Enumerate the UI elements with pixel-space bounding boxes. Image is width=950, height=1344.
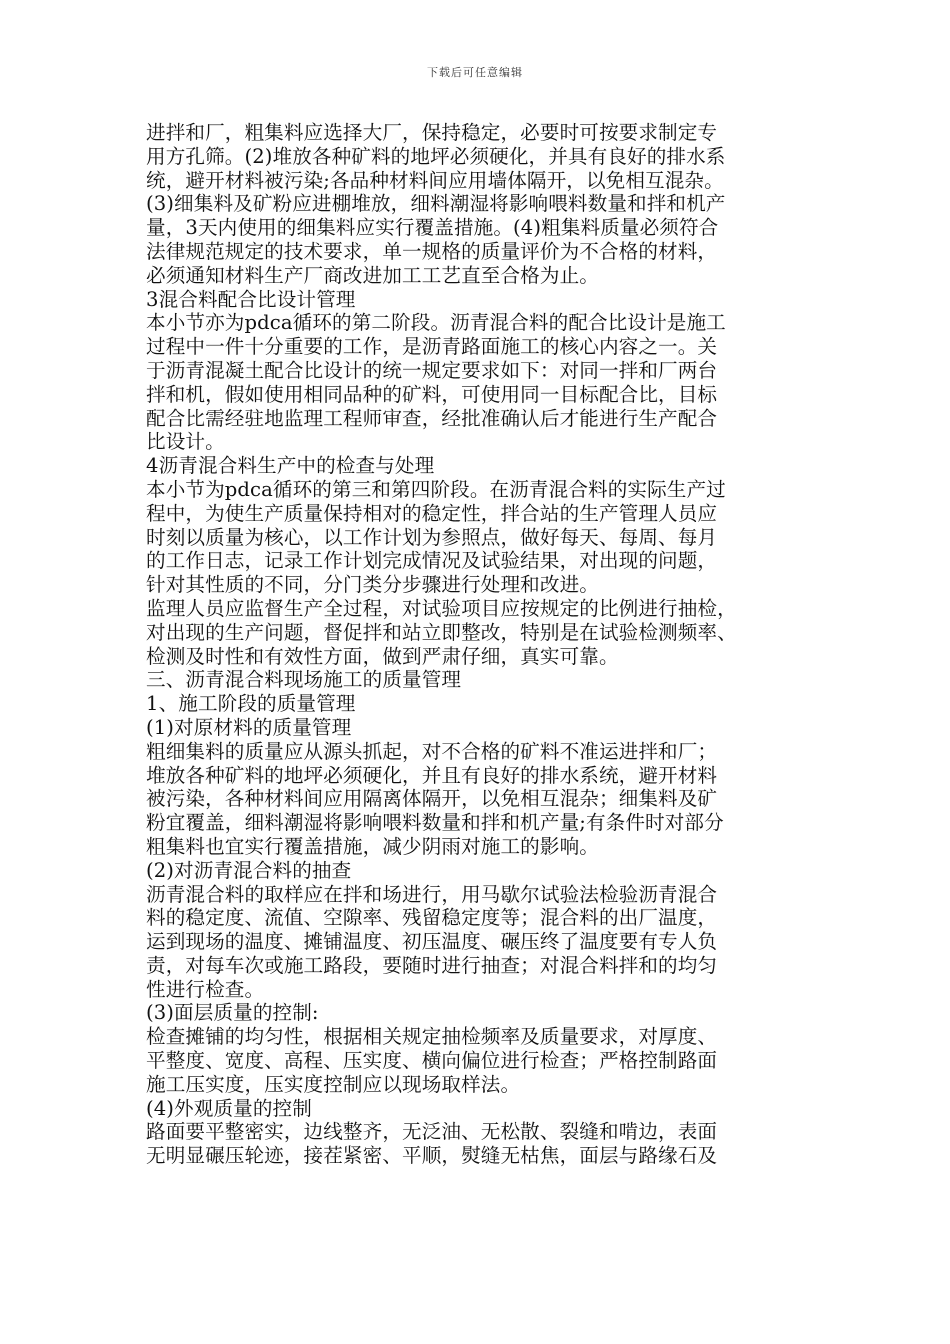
- text-line: 粗细集料的质量应从源头抓起，对不合格的矿料不准运进拌和厂；: [146, 739, 718, 763]
- text-line: 4沥青混合料生产中的检查与处理: [146, 454, 435, 478]
- text-line: 时刻以质量为核心，以工作计划为参照点，做好每天、每周、每月: [146, 525, 718, 549]
- text-line: 性进行检查。: [146, 977, 265, 1001]
- text-line: 必须通知材料生产厂商改进加工工艺直至合格为止。: [146, 263, 599, 287]
- text-line: 施工压实度，压实度控制应以现场取样法。: [146, 1072, 521, 1096]
- text-line: 被污染，各种材料间应用隔离体隔开，以免相互混杂；细集料及矿: [146, 787, 718, 811]
- document-body: [146, 121, 810, 1168]
- page-header: 下载后可任意编辑: [427, 66, 523, 79]
- text-line: 运到现场的温度、摊铺温度、初压温度、碾压终了温度要有专人负: [146, 930, 718, 954]
- text-line: 1、施工阶段的质量管理: [146, 692, 356, 716]
- text-line: 针对其性质的不同，分门类分步骤进行处理和改进。: [146, 573, 599, 597]
- text-line: 粗集料也宜实行覆盖措施，减少阴雨对施工的影响。: [146, 834, 599, 858]
- text-line: 平整度、宽度、高程、压实度、横向偏位进行检查；严格控制路面: [146, 1049, 718, 1073]
- text-line: 量，3天内使用的细集料应实行覆盖措施。(4)粗集料质量必须符合: [146, 216, 719, 240]
- text-line: 配合比需经驻地监理工程师审查，经批准确认后才能进行生产配合: [146, 406, 718, 430]
- text-line: (2)对沥青混合料的抽查: [146, 858, 352, 882]
- text-line: 责，对每车次或施工路段，要随时进行抽查；对混合料拌和的均匀: [146, 953, 718, 977]
- text-line: 程中，为使生产质量保持相对的稳定性，拌合站的生产管理人员应: [146, 501, 718, 525]
- text-line: 堆放各种矿料的地坪必须硬化，并且有良好的排水系统，避开材料: [146, 763, 718, 787]
- text-line: 比设计。: [146, 430, 225, 454]
- text-line: 本小节亦为pdca循环的第二阶段。沥青混合料的配合比设计是施工: [146, 311, 726, 335]
- text-line: (3)面层质量的控制:: [146, 1001, 319, 1025]
- text-line: 三、沥青混合料现场施工的质量管理: [146, 668, 462, 692]
- text-line: 检测及时性和有效性方面，做到严肃仔细，真实可靠。: [146, 644, 619, 668]
- text-line: 对出现的生产问题，督促拌和站立即整改，特别是在试验检测频率、: [146, 620, 737, 644]
- text-line: 用方孔筛。(2)堆放各种矿料的地坪必须硬化，并具有良好的排水系: [146, 144, 726, 168]
- text-line: 法律规范规定的技术要求，单一规格的质量评价为不合格的材料，: [146, 239, 718, 263]
- text-line: 进拌和厂，粗集料应选择大厂，保持稳定，必要时可按要求制定专: [146, 121, 718, 144]
- text-line: 统，避开材料被污染;各品种材料间应用墙体隔开，以免相互混杂。: [146, 168, 724, 192]
- text-line: 于沥青混凝土配合比设计的统一规定要求如下：对同一拌和厂两台: [146, 358, 718, 382]
- text-line: 检查摊铺的均匀性，根据相关规定抽检频率及质量要求，对厚度、: [146, 1025, 718, 1049]
- text-line: 拌和机，假如使用相同品种的矿料，可使用同一目标配合比，目标: [146, 382, 718, 406]
- text-line: 3混合料配合比设计管理: [146, 287, 356, 311]
- text-line: 本小节为pdca循环的第三和第四阶段。在沥青混合料的实际生产过: [146, 477, 726, 501]
- text-line: 粉宜覆盖，细料潮湿将影响喂料数量和拌和机产量;有条件时对部分: [146, 811, 724, 835]
- text-line: 无明显碾压轮迹，接茬紧密、平顺，熨缝无枯焦，面层与路缘石及: [146, 1144, 718, 1168]
- text-line: 的工作日志，记录工作计划完成情况及试验结果，对出现的问题，: [146, 549, 718, 573]
- text-line: 沥青混合料的取样应在拌和场进行，用马歇尔试验法检验沥青混合: [146, 882, 718, 906]
- text-line: 路面要平整密实，边线整齐，无泛油、无松散、裂缝和啃边，表面: [146, 1120, 718, 1144]
- text-line: 料的稳定度、流值、空隙率、残留稳定度等；混合料的出厂温度，: [146, 906, 718, 930]
- text-line: (4)外观质量的控制: [146, 1096, 312, 1120]
- text-line: 监理人员应监督生产全过程，对试验项目应按规定的比例进行抽检，: [146, 596, 737, 620]
- text-line: (1)对原材料的质量管理: [146, 715, 352, 739]
- text-line: (3)细集料及矿粉应进棚堆放，细料潮湿将影响喂料数量和拌和机产: [146, 192, 726, 216]
- text-line: 过程中一件十分重要的工作，是沥青路面施工的核心内容之一。关: [146, 335, 718, 359]
